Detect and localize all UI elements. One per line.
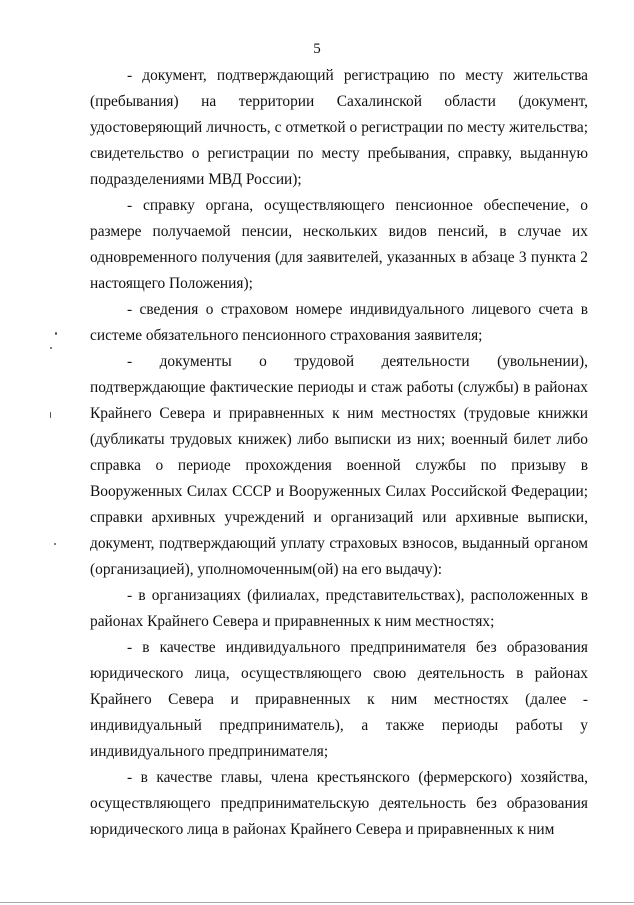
paragraph-pension-certificate: - справку органа, осуществляющего пенсионное обеспечение, о размере получаемой пенсии, нескольких видов пенсий, в случае их одновременного получения (для заявителей, указанных в абзаце 3 пункта 2 настоящего Положения); [90,197,588,292]
paragraph-organizations: - в организациях (филиалах, представительствах), расположенных в районах Крайнего Севера и приравненных к ним местностях; [90,587,588,630]
paragraph-farm-head: - в качестве главы, члена крестьянского (фермерского) хозяйства, осуществляющего предпринимательскую деятельность без образования юридического лица в районах Крайнего Севера и приравненных к ним [90,769,588,838]
paragraph-individual-entrepreneur: - в качестве индивидуального предпринимателя без образования юридического лица, осуществляющего свою деятельность в районах Крайнего Севера и приравненных к ним местностях (далее - индивидуальный предприниматель), а также периоды работы у индивидуального предпринимателя; [90,639,588,760]
page-number: 5 [313,41,321,57]
scan-speck [50,412,51,418]
scan-speck [54,543,56,545]
scan-speck [50,347,52,349]
paragraph-insurance-number: - сведения о страховом номере индивидуального лицевого счета в системе обязательного пенсионного страхования заявителя; [90,301,588,344]
paragraph-employment-documents: - документы о трудовой деятельности (увольнении), подтверждающие фактические периоды и стаж работы (службы) в районах Крайнего Севера и приравненных к ним местностях (трудовые книжки (дубликаты трудовых книжек) либо выписки из них; военный билет либо справка о периоде прохождения военной службы по призыву в Вооруженных Силах СССР и Вооруженных Силах Российской Федерации; справки архивных учреждений и организаций или архивные выписки, документ, подтверждающий уплату страховых взносов, выданный органом (организацией), уполномоченным(ой) на его выдачу): [90,353,588,578]
paragraph-residence-document: - документ, подтверждающий регистрацию по месту жительства (пребывания) на территории Сахалинской области (документ, удостоверяющий личность, с отметкой о регистрации по месту жительства; свидетельство о регистрации по месту пребывания, справку, выданную подразделениями МВД России); [90,67,588,188]
document-body [90,63,588,843]
scan-edge-line [0,902,634,903]
scan-speck [55,332,57,335]
